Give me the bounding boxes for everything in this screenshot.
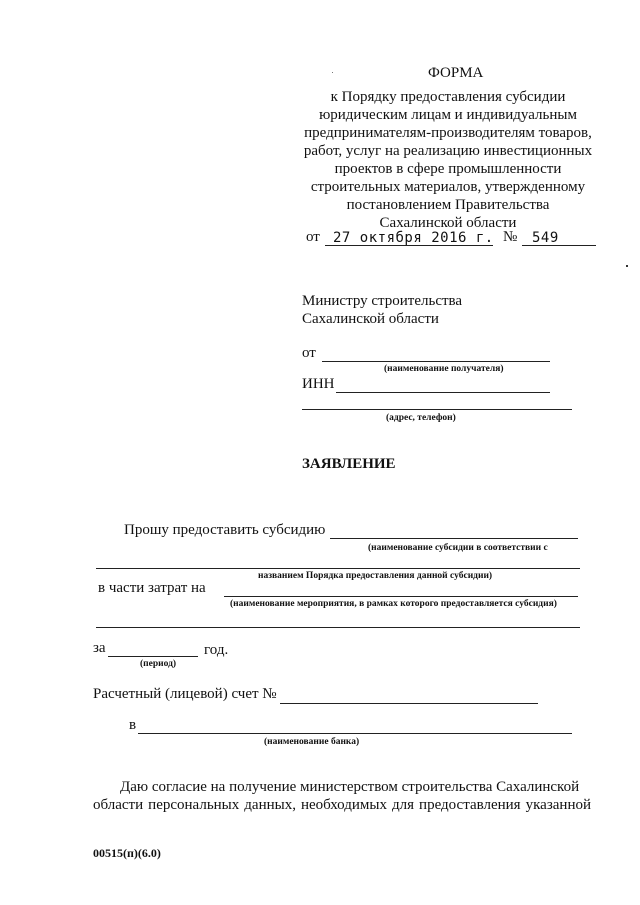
- from-label: от: [302, 345, 316, 361]
- header-line-3: предпринимателям-производителям товаров,: [304, 125, 592, 141]
- address-caption: (адрес, телефон): [386, 413, 456, 423]
- period-field[interactable]: [108, 656, 198, 657]
- addressee-line-2: Сахалинской области: [302, 311, 439, 327]
- addressee-line-1: Министру строительства: [302, 293, 463, 309]
- consent-line-2: области персональных данных, необходимых для предоставления указанной: [93, 797, 591, 813]
- header-line-6: строительных материалов, утвержденному: [310, 179, 586, 195]
- header-line-4: работ, услуг на реализацию инвестиционных: [303, 143, 593, 159]
- event-field[interactable]: [224, 596, 578, 597]
- period-prefix: за: [93, 640, 106, 656]
- number-underline: [522, 245, 596, 246]
- bank-caption: (наименование банка): [264, 737, 360, 747]
- scan-speck: [332, 72, 333, 73]
- recipient-field[interactable]: [322, 361, 550, 362]
- header-line-2: юридическим лицам и индивидуальным: [319, 107, 577, 123]
- number-label: №: [503, 229, 518, 245]
- number-value: 549: [532, 230, 559, 246]
- header-line-1: к Порядку предоставления субсидии: [330, 89, 566, 105]
- subsidy-caption-2: названием Порядка предоставления данной субсидии): [258, 571, 493, 581]
- period-suffix: год.: [204, 642, 229, 658]
- bank-prefix: в: [129, 717, 137, 733]
- inn-label: ИНН: [302, 376, 335, 392]
- consent-line-1: Даю согласие на получение министерством строительства Сахалинской: [120, 779, 580, 795]
- bank-field[interactable]: [138, 733, 572, 734]
- scan-speck: [626, 265, 628, 267]
- recipient-caption: (наименование получателя): [384, 364, 504, 374]
- period-caption: (период): [140, 659, 177, 669]
- date-underline: [325, 245, 493, 246]
- subsidy-caption-1: (наименование субсидии в соответствии с: [368, 543, 548, 553]
- header-line-8: Сахалинской области: [379, 215, 517, 231]
- event-caption: (наименование мероприятия, в рамках которого предоставляется субсидия): [230, 599, 557, 609]
- inn-field[interactable]: [336, 392, 550, 393]
- date-value: 27 октября 2016 г.: [333, 230, 494, 246]
- address-field[interactable]: [302, 409, 572, 410]
- event-field-line-2[interactable]: [96, 627, 580, 628]
- form-title: ФОРМА: [428, 65, 484, 81]
- account-field[interactable]: [280, 703, 538, 704]
- costs-label: в части затрат на: [98, 580, 206, 596]
- request-text: Прошу предоставить субсидию: [124, 522, 326, 538]
- date-prefix: от: [306, 229, 320, 245]
- header-line-7: постановлением Правительства: [346, 197, 550, 213]
- header-line-5: проектов в сфере промышленности: [334, 161, 562, 177]
- statement-title: ЗАЯВЛЕНИЕ: [302, 456, 396, 472]
- subsidy-field[interactable]: [330, 538, 578, 539]
- account-label: Расчетный (лицевой) счет №: [93, 686, 277, 702]
- form-code: 00515(п)(6.0): [93, 846, 161, 860]
- subsidy-field-line-2[interactable]: [96, 568, 580, 569]
